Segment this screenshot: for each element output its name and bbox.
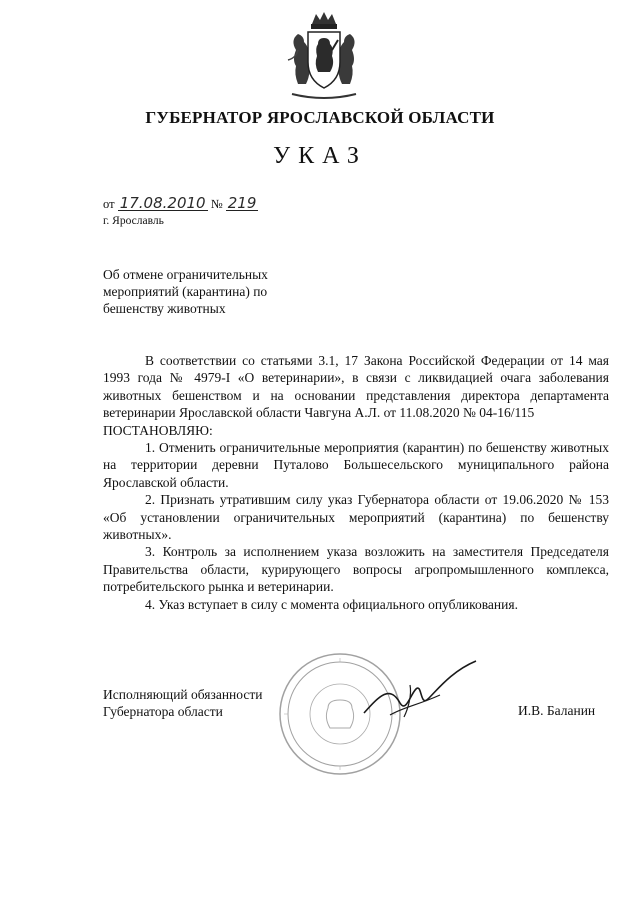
coat-of-arms-icon [278,10,370,102]
position-line: Губернатора области [103,704,223,719]
number-value: 219 [227,194,257,212]
date-value: 17.08.2010 [119,194,206,212]
signatory-name: И.В. Баланин [518,703,596,718]
subject-line: бешенству животных [103,301,226,316]
preamble-paragraph: В соответствии со статьями 3.1, 17 Закона Российской Федерации от 14 мая 1993 года № 4979-I «О ветеринарии», в связи с ликвидацией очага заболевания животных бешенством и на основании представления директора департамента ветеринарии Ярославской области Чавгуна А.Л. от 11.08.2020 № 04-16/115 [103,353,609,421]
decree-item: 3. Контроль за исполнением указа возложить на заместителя Председателя Правительства области, курирующего вопросы агропромышленного комплекса, потребительского рынка и ветеринарии. [103,544,609,595]
date-prefix: от [103,197,115,211]
subject-line: Об отмене ограничительных [103,267,268,282]
signatory-position [103,686,262,720]
number-prefix: № [210,197,223,211]
subject-line: мероприятий (карантина) по [103,284,268,299]
decree-item: 4. Указ вступает в силу с момента официального опубликования. [145,596,518,612]
subject-block [103,266,313,317]
organization-title: ГУБЕРНАТОР ЯРОСЛАВСКОЙ ОБЛАСТИ [145,108,495,127]
resolve-heading: ПОСТАНОВЛЯЮ: [103,422,213,438]
handwritten-signature-icon [360,655,480,725]
document-type: УКАЗ [273,143,367,169]
date-number-line [103,196,258,212]
city: г. Ярославль [103,215,164,227]
decree-body [103,352,609,613]
decree-item: 1. Отменить ограничительные мероприятия (карантин) по бешенству животных на территории деревни Путалово Большесельского муниципального района Ярославской области. [103,440,609,490]
position-line: Исполняющий обязанности [103,687,263,702]
decree-item: 2. Признать утратившим силу указ Губернатора области от 19.06.2020 № 153 «Об установлении ограничительных мероприятий (карантина) по бешенству животных». [103,492,609,543]
